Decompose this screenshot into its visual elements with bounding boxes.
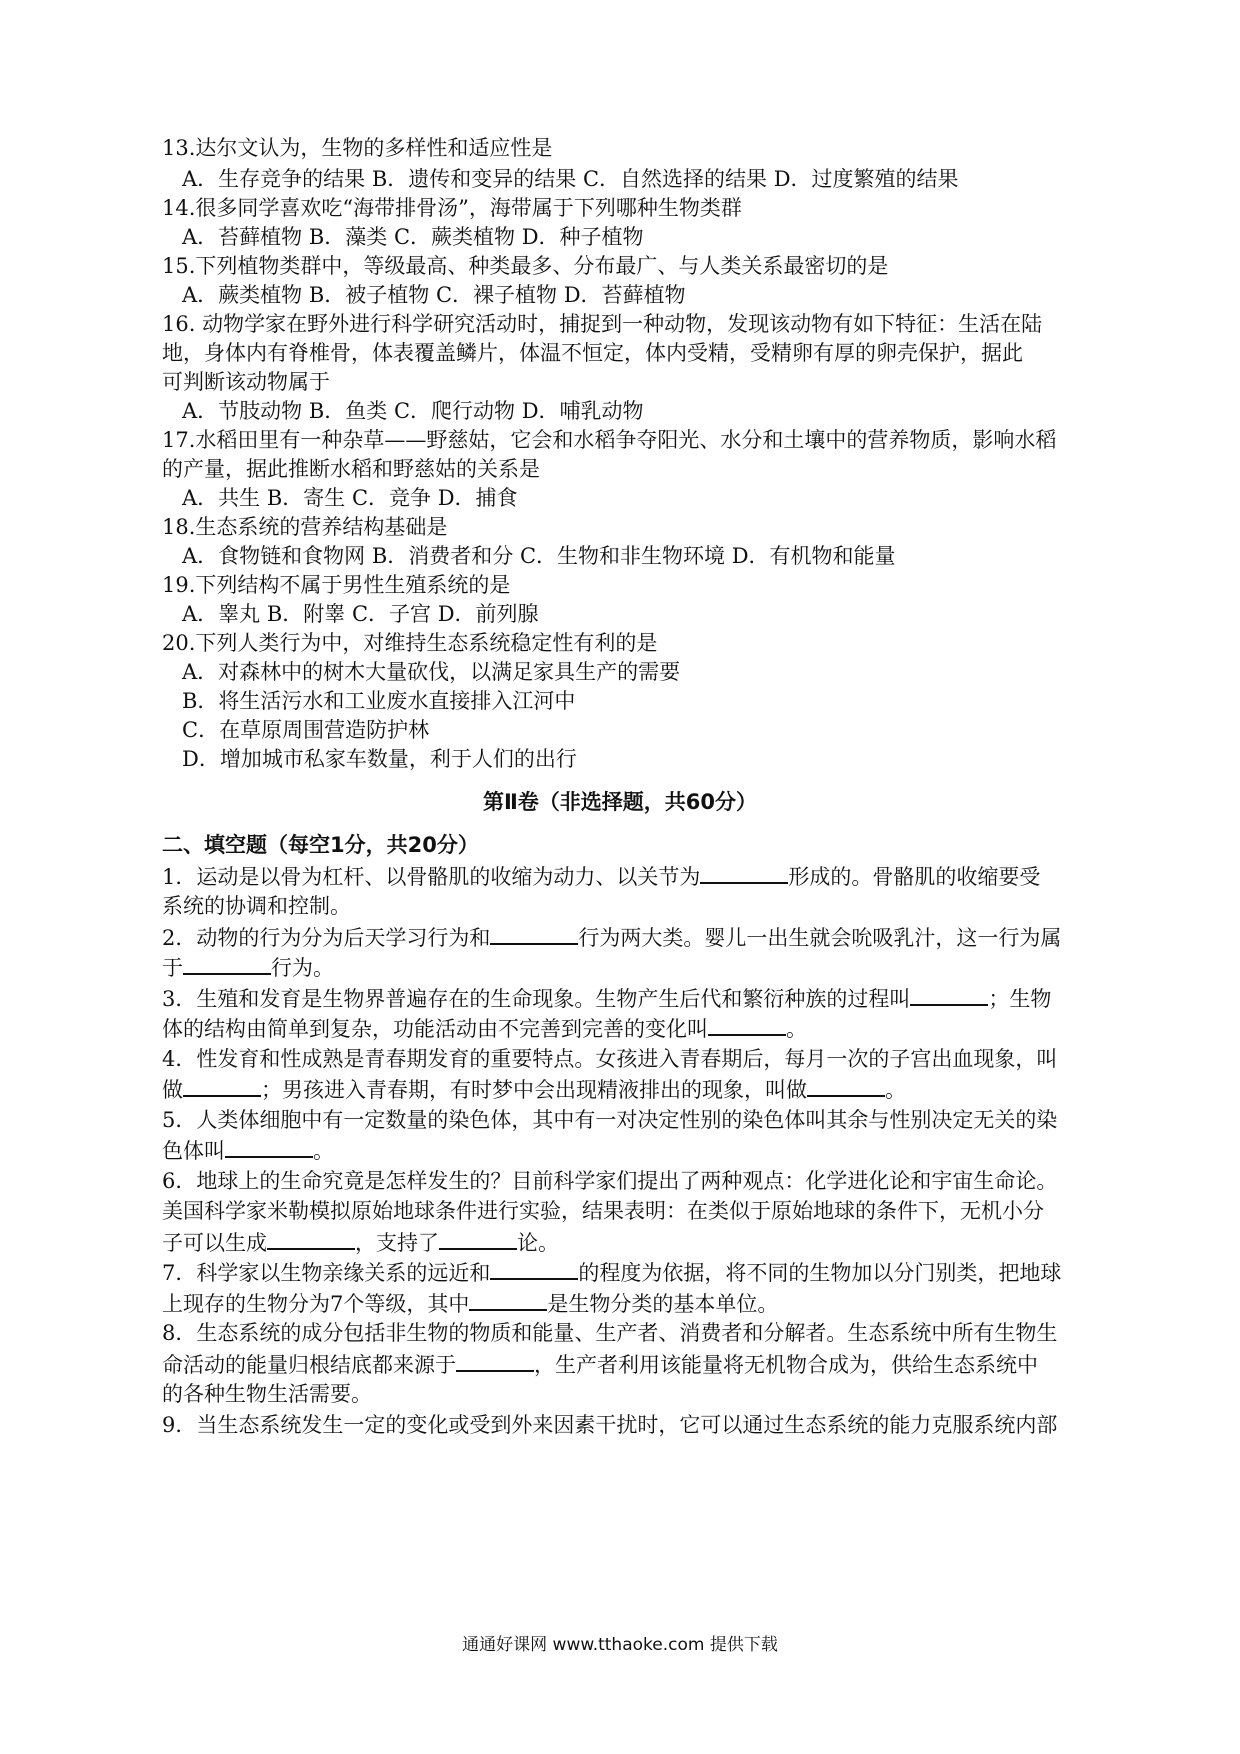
question-20-option-a: A．对森林中的树木大量砍伐，以满足家具生产的需要 <box>182 660 681 684</box>
fill-question-1-text-a: 1．运动是以骨为杠杆、以骨骼肌的收缩为动力、以关节为 <box>162 865 701 889</box>
question-18-stem: 18.生态系统的营养结构基础是 <box>162 515 448 539</box>
answer-blank[interactable] <box>456 1348 534 1372</box>
fill-question-9-line-1: 9．当生态系统发生一定的变化或受到外来因素干扰时，它可以通过生态系统的能力克服系统内部 <box>162 1413 1058 1437</box>
fill-question-3-line-2 <box>162 1012 807 1045</box>
fill-question-5-line-2 <box>162 1134 334 1167</box>
fill-question-4-text-d: 。 <box>885 1078 906 1102</box>
fill-question-7-line-2 <box>162 1287 778 1320</box>
question-20-option-b: B．将生活污水和工业废水直接排入江河中 <box>182 689 576 713</box>
fill-question-6-line-3 <box>162 1226 559 1259</box>
fill-question-3-text-b: ；生物 <box>988 987 1052 1011</box>
question-15-stem: 15.下列植物类群中，等级最高、种类最多、分布最广、与人类关系最密切的是 <box>162 254 889 278</box>
page-footer: 通通好课网 www.tthaoke.com 提供下载 <box>462 1635 778 1655</box>
fill-question-4-text-c: ；男孩进入青春期，有时梦中会出现精液排出的现象，叫做 <box>261 1078 807 1102</box>
answer-blank[interactable] <box>439 1226 517 1250</box>
fill-question-2-text-b: 行为两大类。婴儿一出生就会吮吸乳汁，这一行为属 <box>578 926 1062 950</box>
fill-question-2-text-a: 2．动物的行为分为后天学习行为和 <box>162 926 491 950</box>
fill-question-8-line-1: 8．生态系统的成分包括非生物的物质和能量、生产者、消费者和分解者。生态系统中所有生物生 <box>162 1321 1058 1345</box>
question-16-options: A．节肢动物 B．鱼类 C．爬行动物 D．哺乳动物 <box>182 399 644 423</box>
fill-question-2-line-1 <box>162 921 1061 954</box>
fill-question-8-text-b: 命活动的能量归根结底都来源于 <box>162 1353 456 1377</box>
answer-blank[interactable] <box>183 1073 261 1097</box>
fill-question-4-line-2 <box>162 1073 906 1106</box>
part-two-heading: 二、填空题（每空1分，共20分） <box>162 833 479 857</box>
fill-question-8-line-2 <box>162 1348 1038 1381</box>
question-19-stem: 19.下列结构不属于男性生殖系统的是 <box>162 573 511 597</box>
fill-question-3-text-c: 体的结构由简单到复杂，功能活动由不完善到完善的变化叫 <box>162 1017 708 1041</box>
fill-question-5-text-b: 色体叫 <box>162 1139 225 1163</box>
fill-question-1-text-b: 形成的。骨骼肌的收缩要受 <box>788 865 1041 889</box>
fill-question-1-line-2: 系统的协调和控制。 <box>162 894 351 918</box>
question-13-options: A．生存竞争的结果 B．遗传和变异的结果 C．自然选择的结果 D．过度繁殖的结果 <box>182 167 959 191</box>
fill-question-6-text-e: 论。 <box>517 1231 559 1255</box>
question-15-options: A．蕨类植物 B．被子植物 C．裸子植物 D．苔藓植物 <box>182 283 686 307</box>
answer-blank[interactable] <box>183 951 271 975</box>
question-17-stem-line-2: 的产量，据此推断水稻和野慈姑的关系是 <box>162 457 540 481</box>
fill-question-3-text-d: 。 <box>786 1017 807 1041</box>
question-20-stem: 20.下列人类行为中，对维持生态系统稳定性有利的是 <box>162 631 658 655</box>
question-17-stem-line-1: 17.水稻田里有一种杂草——野慈姑，它会和水稻争夺阳光、水分和土壤中的营养物质，影响水稻 <box>162 428 1057 452</box>
fill-question-8-line-3: 的各种生物生活需要。 <box>162 1382 372 1406</box>
fill-question-1-line-1 <box>162 860 1040 893</box>
question-20-option-d: D．增加城市私家车数量，利于人们的出行 <box>182 747 577 771</box>
question-14-stem: 14.很多同学喜欢吃“海带排骨汤”，海带属于下列哪种生物类群 <box>162 196 742 220</box>
fill-question-6-text-d: ，支持了 <box>355 1231 439 1255</box>
question-14-options: A．苔藓植物 B．藻类 C．蕨类植物 D．种子植物 <box>182 225 644 249</box>
fill-question-4-line-1: 4．性发育和性成熟是青春期发育的重要特点。女孩进入青春期后，每月一次的子宫出血现象，叫 <box>162 1047 1058 1071</box>
answer-blank[interactable] <box>225 1134 313 1158</box>
fill-question-6-line-2: 美国科学家米勒模拟原始地球条件进行实验，结果表明：在类似于原始地球的条件下，无机小分 <box>162 1199 1044 1223</box>
fill-question-7-text-c: 上现存的生物分为7个等级，其中 <box>162 1292 470 1316</box>
question-20-option-c: C．在草原周围营造防护林 <box>182 718 430 742</box>
answer-blank[interactable] <box>807 1073 885 1097</box>
fill-question-8-text-c: ，生产者利用该能量将无机物合成为，供给生态系统中 <box>534 1353 1038 1377</box>
question-19-options: A．睾丸 B．附睾 C．子宫 D．前列腺 <box>182 602 539 626</box>
answer-blank[interactable] <box>708 1012 786 1036</box>
fill-question-3-line-1 <box>162 982 1051 1015</box>
fill-question-7-text-d: 是生物分类的基本单位。 <box>547 1292 779 1316</box>
question-16-stem-line-3: 可判断该动物属于 <box>162 370 330 394</box>
answer-blank[interactable] <box>490 921 578 945</box>
fill-question-2-text-c: 于 <box>162 956 183 980</box>
fill-question-6-text-c: 子可以生成 <box>162 1231 267 1255</box>
answer-blank[interactable] <box>469 1287 547 1311</box>
fill-question-6-line-1: 6．地球上的生命究竟是怎样发生的？目前科学家们提出了两种观点：化学进化论和宇宙生命论。 <box>162 1169 1058 1193</box>
question-16-stem-line-2: 地，身体内有脊椎骨，体表覆盖鳞片，体温不恒定，体内受精，受精卵有厚的卵壳保护，据此 <box>162 341 1023 365</box>
answer-blank[interactable] <box>267 1226 355 1250</box>
fill-question-3-text-a: 3．生殖和发育是生物界普遍存在的生命现象。生物产生后代和繁衍种族的过程叫 <box>162 987 911 1011</box>
fill-question-4-text-b: 做 <box>162 1078 183 1102</box>
question-13-stem: 13.达尔文认为，生物的多样性和适应性是 <box>162 136 553 160</box>
fill-question-5-line-1: 5．人类体细胞中有一定数量的染色体，其中有一对决定性别的染色体叫其余与性别决定无关的染 <box>162 1108 1058 1132</box>
answer-blank[interactable] <box>490 1256 578 1280</box>
fill-question-7-text-a: 7．科学家以生物亲缘关系的远近和 <box>162 1261 491 1285</box>
fill-question-7-text-b: 的程度为依据，将不同的生物加以分门别类，把地球 <box>578 1261 1062 1285</box>
question-16-stem-line-1: 16. 动物学家在野外进行科学研究活动时，捕捉到一种动物，发现该动物有如下特征：生活在陆 <box>162 312 1043 336</box>
question-18-options: A．食物链和食物网 B．消费者和分 C．生物和非生物环境 D．有机物和能量 <box>182 544 896 568</box>
question-17-options: A．共生 B．寄生 C．竞争 D．捕食 <box>182 486 518 510</box>
fill-question-5-text-c: 。 <box>313 1139 334 1163</box>
fill-question-7-line-1 <box>162 1256 1061 1289</box>
fill-question-2-text-d: 行为。 <box>271 956 334 980</box>
answer-blank[interactable] <box>700 860 788 884</box>
answer-blank[interactable] <box>910 982 988 1006</box>
section-title: 第Ⅱ卷（非选择题，共60分） <box>482 790 758 814</box>
fill-question-2-line-2 <box>162 951 334 984</box>
